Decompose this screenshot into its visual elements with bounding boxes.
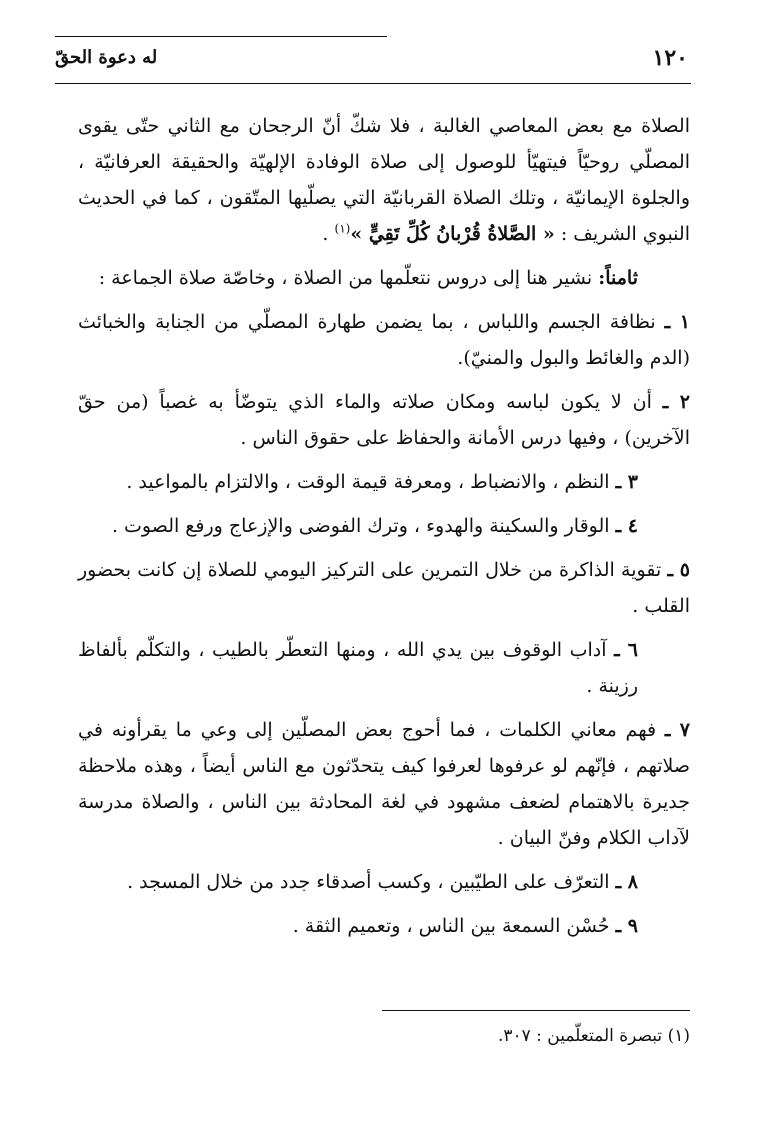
footnote-ref: (١) [334, 221, 351, 236]
hadith-quote: « الصَّلاةُ قُرْبانُ كُلِّ تَقِيٍّ » [350, 223, 555, 245]
intro-text: الصلاة مع بعض المعاصي الغالبة ، فلا شكّ أنّ الرجحان مع الثاني حتّى يقوى المصلّي روحيّاً فيتهيّأ للوصول إلى صلاة الوفادة الإلهيّة والحقيقة العرفانيّة ، والجلوة الإيمانيّة ، وتلك الصلاة القربانيّة التي يصلّيها المتّقون ، كما في الحديث النبوي الشريف : [78, 115, 690, 245]
item-text: التعرّف على الطيّبين ، وكسب أصدقاء جدد من خلال المسجد . [127, 871, 610, 893]
list-item [78, 712, 690, 856]
page-number: ١٢٠ [652, 45, 688, 71]
header-rule [55, 83, 691, 84]
item-number: ٥ ـ [667, 559, 690, 581]
item-number: ٧ ـ [664, 719, 690, 741]
list-item [78, 464, 690, 500]
item-number: ٦ ـ [614, 639, 638, 661]
item-text: الوقار والسكينة والهدوء ، وترك الفوضى والإزعاج ورفع الصوت . [111, 515, 610, 537]
eighth-paragraph [78, 260, 690, 296]
intro-paragraph [78, 108, 690, 252]
list-item [78, 864, 690, 900]
footnote-rule [382, 1010, 690, 1011]
list-item [78, 552, 690, 624]
list-item [78, 384, 690, 456]
item-number: ١ ـ [664, 311, 690, 333]
list-item [78, 508, 690, 544]
eighth-label: ثامناً: [598, 267, 638, 289]
page-header [55, 45, 688, 79]
item-text: أن لا يكون لباسه ومكان صلاته والماء الذي يتوضّأ به غصباً (من حقّ الآخرين) ، وفيها درس الأمانة والحفاظ على حقوق الناس . [78, 391, 690, 449]
item-text: حُسْن السمعة بين الناس ، وتعميم الثقة . [292, 915, 610, 937]
top-rule [55, 36, 387, 37]
item-number: ٤ ـ [615, 515, 638, 537]
item-number: ٢ ـ [662, 391, 690, 413]
running-title: له دعوة الحقّ [55, 47, 158, 68]
list-item [78, 632, 690, 704]
item-number: ٣ ـ [615, 471, 638, 493]
intro-end: . [322, 223, 329, 245]
list-item [78, 304, 690, 376]
item-text: تقوية الذاكرة من خلال التمرين على التركيز اليومي للصلاة إن كانت بحضور القلب . [78, 559, 690, 617]
item-text: فهم معاني الكلمات ، فما أحوج بعض المصلّين إلى وعي ما يقرأونه في صلاتهم ، فإنّهم لو عرفوها لعرفوا كيف يتحدّثون مع الناس أيضاً ، وهذه ملاحظة جديرة بالاهتمام لضعف مشهود في لغة المحادثة بين الناس ، والصلاة مدرسة لآداب الكلام وفنّ البيان . [78, 719, 690, 849]
list-item [78, 908, 690, 944]
page-body [78, 108, 690, 944]
footnote: (١) تبصرة المتعلّمين : ٣٠٧. [497, 1026, 690, 1046]
item-number: ٩ ـ [615, 915, 638, 937]
item-number: ٨ ـ [615, 871, 638, 893]
item-text: نظافة الجسم واللباس ، بما يضمن طهارة المصلّي من الجنابة والخبائث (الدم والغائط والبول والمنيّ). [78, 311, 690, 369]
item-text: النظم ، والانضباط ، ومعرفة قيمة الوقت ، والالتزام بالمواعيد . [126, 471, 610, 493]
eighth-text: نشير هنا إلى دروس نتعلّمها من الصلاة ، وخاصّة صلاة الجماعة : [98, 267, 593, 289]
item-text: آداب الوقوف بين يدي الله ، ومنها التعطّر بالطيب ، والتكلّم بألفاظ رزينة . [78, 639, 638, 697]
